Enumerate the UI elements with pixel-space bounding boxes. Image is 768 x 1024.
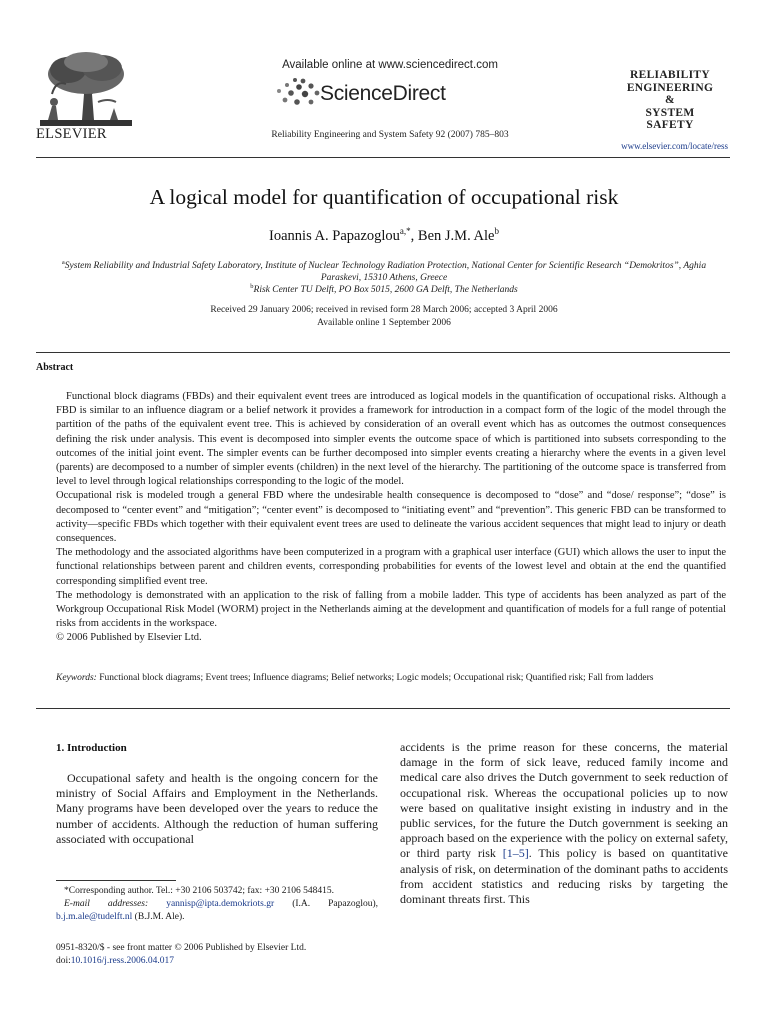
abstract-paragraph: The methodology and the associated algorithms have been computerized in a program with a graphical user interface (GUI) which allows the user to input the functional relationships between parent and children events, corresponding probabilities for events of the lowest level and obtain at the end the quantified corresponding simplified event tree.: [56, 547, 726, 587]
intro-text: accidents is the prime reason for these concerns, the material damage in the form of sick leave, reduced family income and medical care also drives the Dutch government to seek reduction of occupational risk. Whereas the occupational policies up to now were based on qualitative insight existing in industry and in the public services, for the future the Dutch government is seeking an approach based on the experience with the policy on external safety, or third party risk: [400, 740, 728, 861]
keywords-label: Keywords:: [56, 673, 97, 683]
copyright-line: © 2006 Published by Elsevier Ltd.: [56, 632, 202, 644]
available-online-date: Available online 1 September 2006: [317, 317, 451, 328]
author-affiliation-mark: a,*: [399, 226, 411, 236]
issn-line: 0951-8320/$ - see front matter © 2006 Published by Elsevier Ltd.: [56, 943, 307, 953]
doi-link[interactable]: 10.1016/j.ress.2006.04.017: [70, 955, 174, 966]
journal-citation: Reliability Engineering and System Safety 92 (2007) 785–803: [271, 130, 509, 140]
email-link[interactable]: yannisp@ipta.demokriots.gr: [166, 898, 275, 909]
email-label: E-mail addresses:: [64, 898, 149, 909]
abstract-divider: [36, 352, 730, 353]
doi-label: doi:: [56, 955, 71, 966]
section-heading: 1. Introduction: [56, 742, 127, 754]
email-link[interactable]: b.j.m.ale@tudelft.nl: [56, 911, 133, 922]
affiliation-b: [60, 281, 708, 296]
email-note: [56, 898, 378, 924]
received-dates: Received 29 January 2006; received in revised form 28 March 2006; accepted 3 April 2006: [210, 305, 558, 315]
article-history: [0, 304, 768, 329]
journal-title-line: RELIABILITY: [630, 69, 710, 81]
article-title: A logical model for quantification of occupational risk: [149, 185, 619, 209]
intro-left-column: Occupational safety and health is the ongoing concern for the ministry of Social Affairs and Employment in the Netherlands. Many programs have been developed over the years to reduce the number of accidents. Although the reduction of human suffering associated with occupational: [56, 771, 378, 846]
publisher-name: ELSEVIER: [36, 126, 107, 142]
sciencedirect-dots-logo: [273, 77, 321, 107]
author-separator: ,: [410, 227, 418, 244]
doi-line: [56, 955, 306, 968]
author-list: [0, 226, 768, 245]
intro-right-column: [400, 740, 728, 907]
abstract-heading: Abstract: [36, 362, 74, 373]
footnote: [56, 885, 378, 923]
abstract-paragraph: Occupational risk is modeled trough a general FBD where the undesirable health consequence is decomposed to “dose” and “dose/ response”; “dose” is decomposed to “center event” and “mitigation”; “center event” is decomposed to “initiating event” and “prevention”. This generic FBD can be transformed to activity—specific FBDs which together with their equivalent event trees are used to delineate the various accident sequences that might lead to injury or death consequences.: [56, 490, 726, 545]
author-affiliation-mark: b: [494, 226, 499, 236]
sciencedirect-wordmark: ScienceDirect: [320, 82, 446, 105]
email-owner: (B.J.M. Ale).: [132, 911, 185, 922]
author-name: Ioannis A. Papazoglou: [269, 227, 400, 244]
affiliation-text: System Reliability and Industrial Safety Laboratory, Institute of Nuclear Technology Radiation Protection, National Center for Scientific Research “Demokritos”, Aghia Paraskevi, 15310 Athens, Greece: [64, 261, 707, 284]
journal-title-line: SYSTEM: [645, 106, 695, 119]
footnote-divider: [56, 880, 176, 881]
journal-title-line: SAFETY: [646, 119, 694, 131]
available-online-text: Available online at www.sciencedirect.com: [282, 59, 498, 71]
journal-title-line: ENGINEERING: [626, 81, 714, 94]
email-owner: (I.A. Papazoglou),: [274, 898, 379, 909]
header-divider: [36, 157, 730, 158]
affiliation-text: Risk Center TU Delft, PO Box 5015, 2600 GA Delft, The Netherlands: [253, 285, 518, 296]
abstract-paragraph: The methodology is demonstrated with an application to the risk of falling from a mobile ladder. This type of accidents has been analyzed as part of the Workgroup Occupational Risk Model (WORM) project in the Netherlands aiming at the development and quantification of models for a full range of potential risks from accidents in the workspace.: [56, 589, 726, 630]
corresponding-author-note: *Corresponding author. Tel.: +30 2106 503742; fax: +30 2106 548415.: [64, 886, 335, 896]
journal-title-block: [610, 69, 730, 132]
intro-text: . This policy is based on quantitative analysis of risk, on determination of the dominant paths to accidents from accident statistics and reducing risks by targeting the dominant threats first. This: [400, 846, 728, 907]
keywords: [56, 672, 726, 685]
keywords-divider: [36, 708, 730, 709]
issn-doi-block: [56, 942, 306, 967]
abstract-body: [56, 390, 726, 646]
keywords-list: Functional block diagrams; Event trees; Influence diagrams; Belief networks; Logic models; Occupational risk; Quantified risk; Fall from ladders: [99, 673, 654, 683]
journal-title-line: &: [665, 94, 675, 106]
affiliation-label: b: [250, 283, 254, 290]
citation-link[interactable]: [1–5]: [502, 846, 529, 861]
affiliation-label: a: [61, 259, 65, 266]
author-name: Ben J.M. Ale: [417, 227, 495, 244]
journal-url-link[interactable]: www.elsevier.com/locate/ress: [621, 141, 728, 151]
abstract-paragraph: Functional block diagrams (FBDs) and their equivalent event trees are introduced as logical models in the quantification of occupational risks. Although a FBD is similar to an influence diagram or a belief network it provides a framework for introduction in a compact form of the logic of the model through the partition of the paths of the equivalent event tree. This is achieved by consideration of an overall event which has as outcomes the outmost consequences defining the risk under analysis. This event is decomposed into simpler events the outcome space of which is partitioned into subsets corresponding to the outcomes of the initial joint event. The simpler events can be further decomposed into simpler events creating a hierarchy where the events in a given level (parents) are decomposed to a number of simpler events (children) in the next level of the hierarchy. The partitioning of the outcome space is transferred from level to level through logical relationships corresponding to the logic of the model.: [56, 391, 726, 488]
